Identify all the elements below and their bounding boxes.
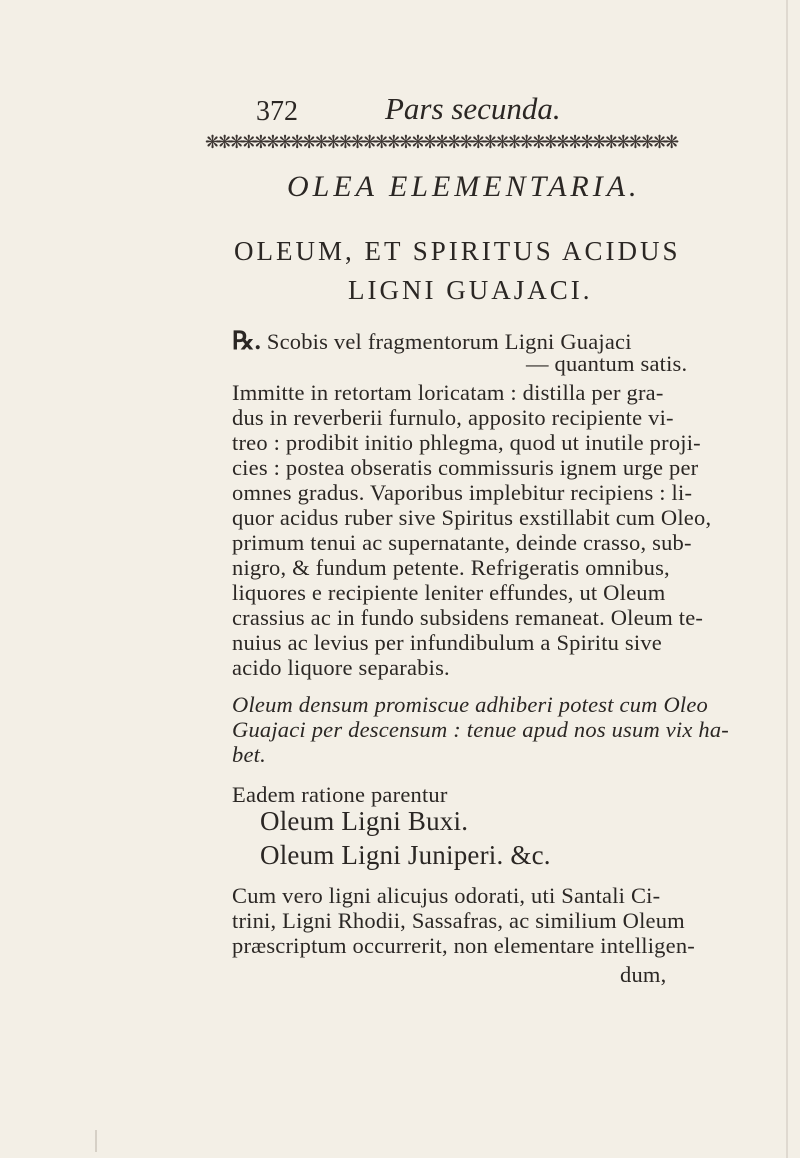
page-edge-shadow (786, 0, 788, 1158)
recipe-symbol: ℞. (232, 328, 262, 355)
paragraph-line: nigro, & fundum petente. Refrigeratis omnibus, (232, 555, 670, 580)
paragraph-line: liquores e recipiente leniter effundes, ut Oleum (232, 580, 666, 605)
note-line: Guajaci per descensum : tenue apud nos usum vix ha- (232, 717, 729, 742)
paragraph-line: treo : prodibit initio phlegma, quod ut inutile proji- (232, 430, 701, 455)
subtitle-line-1: OLEUM, ET SPIRITUS ACIDUS (234, 236, 681, 266)
paragraph-line: omnes gradus. Vaporibus implebitur recipiens : li- (232, 480, 693, 505)
note-line: bet. (232, 742, 266, 767)
paragraph-line: acido liquore separabis. (232, 655, 450, 680)
eadem-intro: Eadem ratione parentur (232, 782, 448, 807)
subtitle-line-2: LIGNI GUAJACI. (348, 275, 593, 305)
ornament-band: ❋❋❋❋❋❋❋❋❋❋❋❋❋❋❋❋❋❋❋❋❋❋❋❋❋❋❋❋❋❋❋❋❋❋❋❋❋❋❋ (205, 132, 677, 152)
recipe-text: Scobis vel fragmentorum Ligni Guajaci (261, 329, 632, 354)
paragraph-line: dus in reverberii furnulo, apposito recipiente vi- (232, 405, 674, 430)
paragraph-line: crassius ac in fundo subsidens remaneat. Oleum te- (232, 605, 704, 630)
recipe-line-2: — quantum satis. (526, 351, 688, 376)
paragraph-line: cies : postea obseratis commissuris ignem urge per (232, 455, 699, 480)
paragraph-line: trini, Ligni Rhodii, Sassafras, ac similium Oleum (232, 908, 685, 933)
paragraph-line: præscriptum occurrerit, non elementare intelligen- (232, 933, 695, 958)
paragraph-line: quor acidus ruber sive Spiritus exstillabit cum Oleo, (232, 505, 712, 530)
paragraph-line: Cum vero ligni alicujus odorati, uti Santali Ci- (232, 883, 661, 908)
paragraph-line: primum tenui ac supernatante, deinde crasso, sub- (232, 530, 692, 555)
section-title: OLEA ELEMENTARIA. (287, 170, 641, 203)
oil-item-buxi: Oleum Ligni Buxi. (260, 806, 469, 836)
note-line: Oleum densum promiscue adhiberi potest cum Oleo (232, 692, 708, 717)
paper-blemish (95, 1130, 97, 1152)
page-number: 372 (256, 96, 298, 127)
catchword: dum, (620, 962, 667, 987)
paragraph-line: Immitte in retortam loricatam : distilla per gra- (232, 380, 664, 405)
oil-item-juniperi: Oleum Ligni Juniperi. &c. (260, 840, 551, 870)
paragraph-line: nuius ac levius per infundibulum a Spiritu sive (232, 630, 662, 655)
running-title: Pars secunda. (385, 91, 561, 126)
